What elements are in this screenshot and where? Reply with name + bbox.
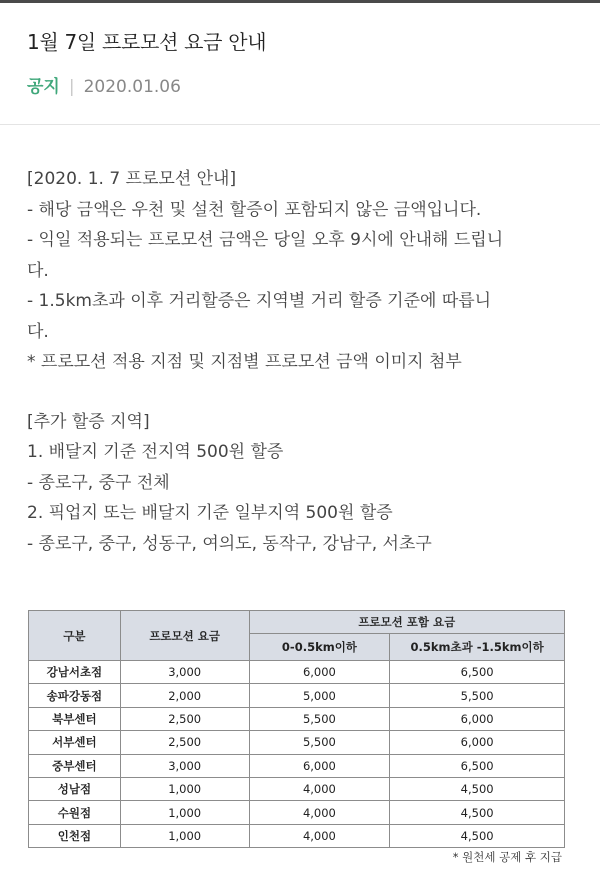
store-cell: 북부센터 <box>29 707 121 730</box>
range2-cell: 6,000 <box>390 731 565 754</box>
range2-cell: 5,500 <box>390 684 565 707</box>
body-line: 1. 배달지 기준 전지역 500원 할증 <box>27 442 284 462</box>
post-title: 1월 7일 프로모션 요금 안내 <box>27 30 267 54</box>
header-range-1: 0-0.5km이하 <box>249 634 390 661</box>
range1-cell: 6,000 <box>249 754 390 777</box>
range1-cell: 6,000 <box>249 661 390 684</box>
post-body <box>27 164 587 559</box>
header-division: 구분 <box>29 611 121 661</box>
promo-cell: 1,000 <box>120 824 249 847</box>
range1-cell: 5,500 <box>249 707 390 730</box>
promo-cell: 1,000 <box>120 801 249 824</box>
body-line: * 프로모션 적용 지점 및 지점별 프로모션 금액 이미지 첨부 <box>27 352 462 372</box>
promo-cell: 3,000 <box>120 754 249 777</box>
body-line: 2. 픽업지 또는 배달지 기준 일부지역 500원 할증 <box>27 503 393 523</box>
body-line: - 익일 적용되는 프로모션 금액은 당일 오후 9시에 안내해 드립니 <box>27 230 504 250</box>
store-cell: 성남점 <box>29 777 121 800</box>
body-line: [추가 할증 지역] <box>27 411 150 432</box>
promo-cell: 2,500 <box>120 707 249 730</box>
range1-cell: 5,000 <box>249 684 390 707</box>
range2-cell: 4,500 <box>390 824 565 847</box>
range1-cell: 5,500 <box>249 731 390 754</box>
promo-cell: 3,000 <box>120 661 249 684</box>
promo-cell: 1,000 <box>120 777 249 800</box>
promo-cell: 2,500 <box>120 731 249 754</box>
promo-fee-table <box>28 610 565 848</box>
table-row <box>29 707 565 730</box>
body-line: 다. <box>27 260 49 281</box>
store-cell: 중부센터 <box>29 754 121 777</box>
store-cell: 인천점 <box>29 824 121 847</box>
category-link[interactable]: 공지 <box>27 77 60 97</box>
body-line: - 종로구, 중구, 성동구, 여의도, 동작구, 강남구, 서초구 <box>27 533 432 554</box>
range2-cell: 4,500 <box>390 777 565 800</box>
range2-cell: 6,500 <box>390 754 565 777</box>
body-line: [2020. 1. 7 프로모션 안내] <box>27 169 237 189</box>
store-cell: 서부센터 <box>29 731 121 754</box>
blank-line <box>27 378 587 407</box>
table-row <box>29 801 565 824</box>
table-row <box>29 824 565 847</box>
post-meta <box>27 72 181 97</box>
meta-separator: | <box>68 77 75 97</box>
store-cell: 송파강동점 <box>29 684 121 707</box>
range2-cell: 6,500 <box>390 661 565 684</box>
range1-cell: 4,000 <box>249 824 390 847</box>
range1-cell: 4,000 <box>249 777 390 800</box>
range2-cell: 6,000 <box>390 707 565 730</box>
body-line: 다. <box>27 321 49 342</box>
post-date: 2020.01.06 <box>83 77 181 97</box>
body-line: - 종로구, 중구 전체 <box>27 472 170 493</box>
header-promo-fee: 프로모션 요금 <box>120 611 249 661</box>
table-row <box>29 754 565 777</box>
table-row <box>29 731 565 754</box>
header-range-2: 0.5km초과 -1.5km이하 <box>390 634 565 661</box>
header-divider <box>0 124 600 125</box>
header-included-fee: 프로모션 포함 요금 <box>249 611 564 634</box>
table-row <box>29 661 565 684</box>
table-footnote: * 원천세 공제 후 지급 <box>452 850 562 864</box>
store-cell: 강남서초점 <box>29 661 121 684</box>
range1-cell: 4,000 <box>249 801 390 824</box>
body-line: - 1.5km초과 이후 거리할증은 지역별 거리 할증 기준에 따릅니 <box>27 291 492 311</box>
body-line: - 해당 금액은 우천 및 설천 할증이 포함되지 않은 금액입니다. <box>27 199 482 220</box>
promo-cell: 2,000 <box>120 684 249 707</box>
range2-cell: 4,500 <box>390 801 565 824</box>
table-row <box>29 684 565 707</box>
store-cell: 수원점 <box>29 801 121 824</box>
table-row <box>29 777 565 800</box>
top-bar <box>0 0 600 3</box>
